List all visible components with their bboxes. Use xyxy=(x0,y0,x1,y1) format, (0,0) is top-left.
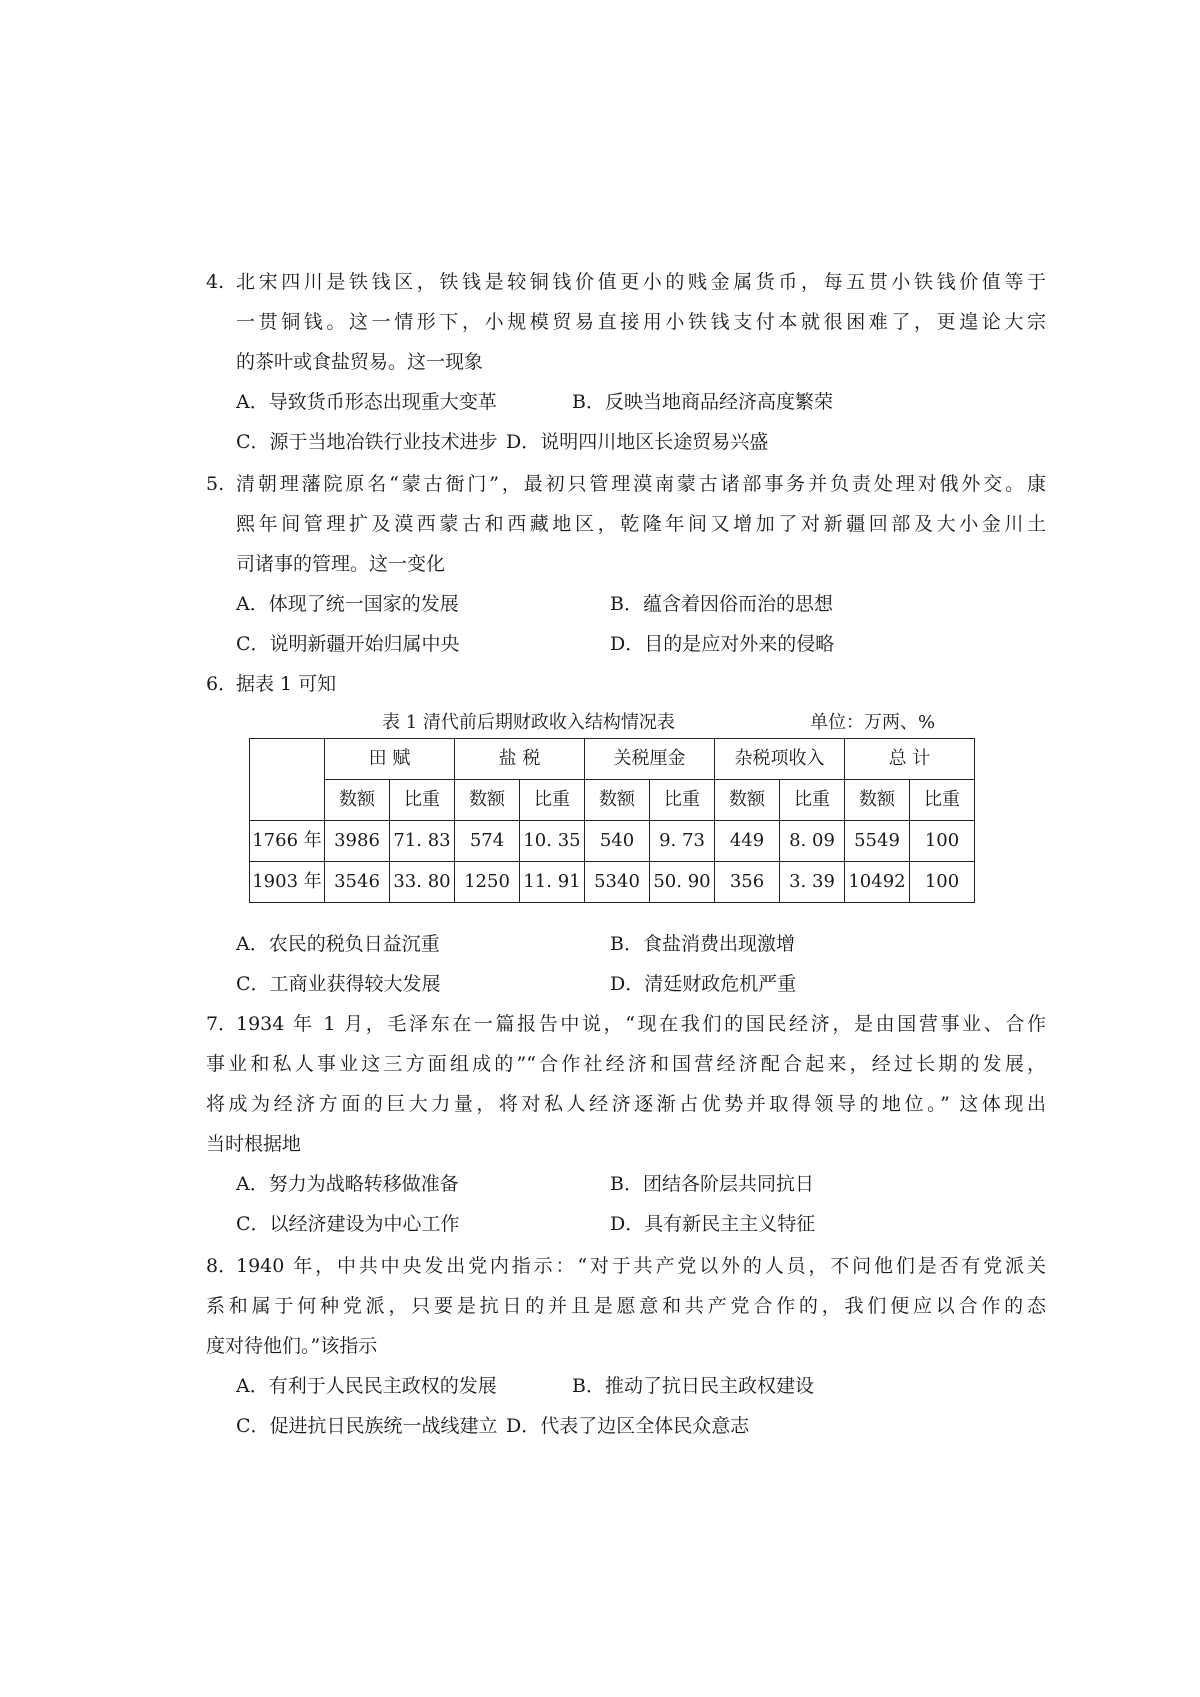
table-unit: 单位：万两、% xyxy=(810,712,936,733)
option-b: B．推动了抗日民主政权建设 xyxy=(572,1375,814,1397)
table-subheader: 数额 xyxy=(455,780,520,821)
table-subheader: 比重 xyxy=(910,780,975,821)
table-caption: 表 1 清代前后期财政收入结构情况表 xyxy=(382,712,675,733)
question-stem-line: 熙年间管理扩及漠西蒙古和西藏地区，乾隆年间又增加了对新疆回部及大小金川土 xyxy=(236,513,1046,535)
table-group-header: 杂税项收入 xyxy=(715,739,845,780)
table-row-year: 1903 年 xyxy=(250,862,325,903)
table-cell: 449 xyxy=(715,821,780,862)
question-4 xyxy=(206,262,1046,462)
question-stem-line: 一贯铜钱。这一情形下，小规模贸易直接用小铁钱支付本就很困难了，更遑论大宗 xyxy=(236,311,1046,333)
table-group-header: 盐 税 xyxy=(455,739,585,780)
option-b: B．蕴含着因俗而治的思想 xyxy=(610,593,833,615)
option-d: D．清廷财政危机严重 xyxy=(610,973,797,995)
table-cell: 11. 91 xyxy=(520,862,585,903)
question-stem-line: 将成为经济方面的巨大力量，将对私人经济逐渐占优势并取得领导的地位。” 这体现出 xyxy=(206,1093,1046,1115)
question-number: 8． xyxy=(206,1255,238,1277)
option-b: B．食盐消费出现激增 xyxy=(610,933,795,955)
table-subheader: 比重 xyxy=(650,780,715,821)
table-cell: 9. 73 xyxy=(650,821,715,862)
question-stem-line: 的茶叶或食盐贸易。这一现象 xyxy=(236,351,484,373)
question-number: 4. xyxy=(206,271,225,293)
table-cell: 71. 83 xyxy=(390,821,455,862)
question-stem-line: 1940 年，中共中央发出党内指示：“对于共产党以外的人员，不问他们是否有党派关 xyxy=(236,1255,1046,1277)
question-stem-line: 司诸事的管理。这一变化 xyxy=(236,553,446,575)
question-number: 5. xyxy=(206,473,225,495)
table-cell: 3986 xyxy=(325,821,390,862)
table-group-header-row xyxy=(250,739,975,780)
option-b: B．团结各阶层共同抗日 xyxy=(610,1173,814,1195)
table-cell: 10492 xyxy=(845,862,910,903)
table-row xyxy=(250,862,975,903)
option-c: C．促进抗日民族统一战线建立 xyxy=(236,1415,498,1437)
option-c: C．源于当地冶铁行业技术进步 xyxy=(236,431,498,453)
table-cell: 540 xyxy=(585,821,650,862)
table-group-header: 田 赋 xyxy=(325,739,455,780)
question-stem-line: 度对待他们。”该指示 xyxy=(206,1335,378,1357)
table-cell: 3546 xyxy=(325,862,390,903)
table-cell: 100 xyxy=(910,862,975,903)
question-stem-line: 清朝理藩院原名“蒙古衙门”，最初只管理漠南蒙古诸部事务并负责处理对俄外交。康 xyxy=(236,473,1046,495)
table-subheader: 数额 xyxy=(715,780,780,821)
table-subheader: 数额 xyxy=(845,780,910,821)
table-cell: 3. 39 xyxy=(780,862,845,903)
option-b: B．反映当地商品经济高度繁荣 xyxy=(572,391,833,413)
table-subheader-row xyxy=(250,780,975,821)
question-number: 6． xyxy=(206,673,238,695)
table-row xyxy=(250,821,975,862)
option-d: D．具有新民主主义特征 xyxy=(610,1213,816,1235)
table-subheader: 数额 xyxy=(325,780,390,821)
option-d: D．目的是应对外来的侵略 xyxy=(610,633,835,655)
table-group-header: 关税厘金 xyxy=(585,739,715,780)
table-subheader: 比重 xyxy=(780,780,845,821)
option-a: A．努力为战略转移做准备 xyxy=(236,1173,459,1195)
table-cell: 10. 35 xyxy=(520,821,585,862)
table-cell: 8. 09 xyxy=(780,821,845,862)
option-a: A．导致货币形态出现重大变革 xyxy=(236,391,497,413)
table-cell: 100 xyxy=(910,821,975,862)
table-cell: 356 xyxy=(715,862,780,903)
question-stem-line: 系和属于何种党派，只要是抗日的并且是愿意和共产党合作的，我们便应以合作的态 xyxy=(206,1295,1046,1317)
option-a: A．农民的税负日益沉重 xyxy=(236,933,440,955)
question-6 xyxy=(206,664,1046,704)
option-a: A．体现了统一国家的发展 xyxy=(236,593,459,615)
table-corner-cell xyxy=(250,739,325,821)
option-c: C．工商业获得较大发展 xyxy=(236,973,441,995)
question-8 xyxy=(206,1246,1046,1446)
table-cell: 50. 90 xyxy=(650,862,715,903)
table-subheader: 比重 xyxy=(390,780,455,821)
option-d: D．说明四川地区长途贸易兴盛 xyxy=(506,431,769,453)
table-cell: 5549 xyxy=(845,821,910,862)
option-c: C．以经济建设为中心工作 xyxy=(236,1213,460,1235)
table-subheader: 比重 xyxy=(520,780,585,821)
question-stem-line: 1934 年 1 月，毛泽东在一篇报告中说，“现在我们的国民经济，是由国营事业、合作 xyxy=(236,1013,1046,1035)
table-cell: 5340 xyxy=(585,862,650,903)
option-c: C．说明新疆开始归属中央 xyxy=(236,633,460,655)
table-cell: 574 xyxy=(455,821,520,862)
table-cell: 33. 80 xyxy=(390,862,455,903)
table-group-header: 总 计 xyxy=(845,739,975,780)
question-stem-line: 当时根据地 xyxy=(206,1133,302,1155)
question-stem-line: 北宋四川是铁钱区，铁钱是较铜钱价值更小的贱金属货币，每五贯小铁钱价值等于 xyxy=(236,271,1046,293)
table-row-year: 1766 年 xyxy=(250,821,325,862)
question-stem-line: 事业和私人事业这三方面组成的”“合作社经济和国营经济配合起来，经过长期的发展， xyxy=(206,1053,1046,1075)
question-5 xyxy=(206,464,1046,664)
question-6-options xyxy=(206,924,1046,1004)
question-stem: 据表 1 可知 xyxy=(236,673,337,695)
option-a: A．有利于人民民主政权的发展 xyxy=(236,1375,497,1397)
option-d: D．代表了边区全体民众意志 xyxy=(506,1415,750,1437)
table-cell: 1250 xyxy=(455,862,520,903)
question-number: 7． xyxy=(206,1013,238,1035)
question-7 xyxy=(206,1004,1046,1244)
finance-table xyxy=(249,738,975,903)
table-subheader: 数额 xyxy=(585,780,650,821)
